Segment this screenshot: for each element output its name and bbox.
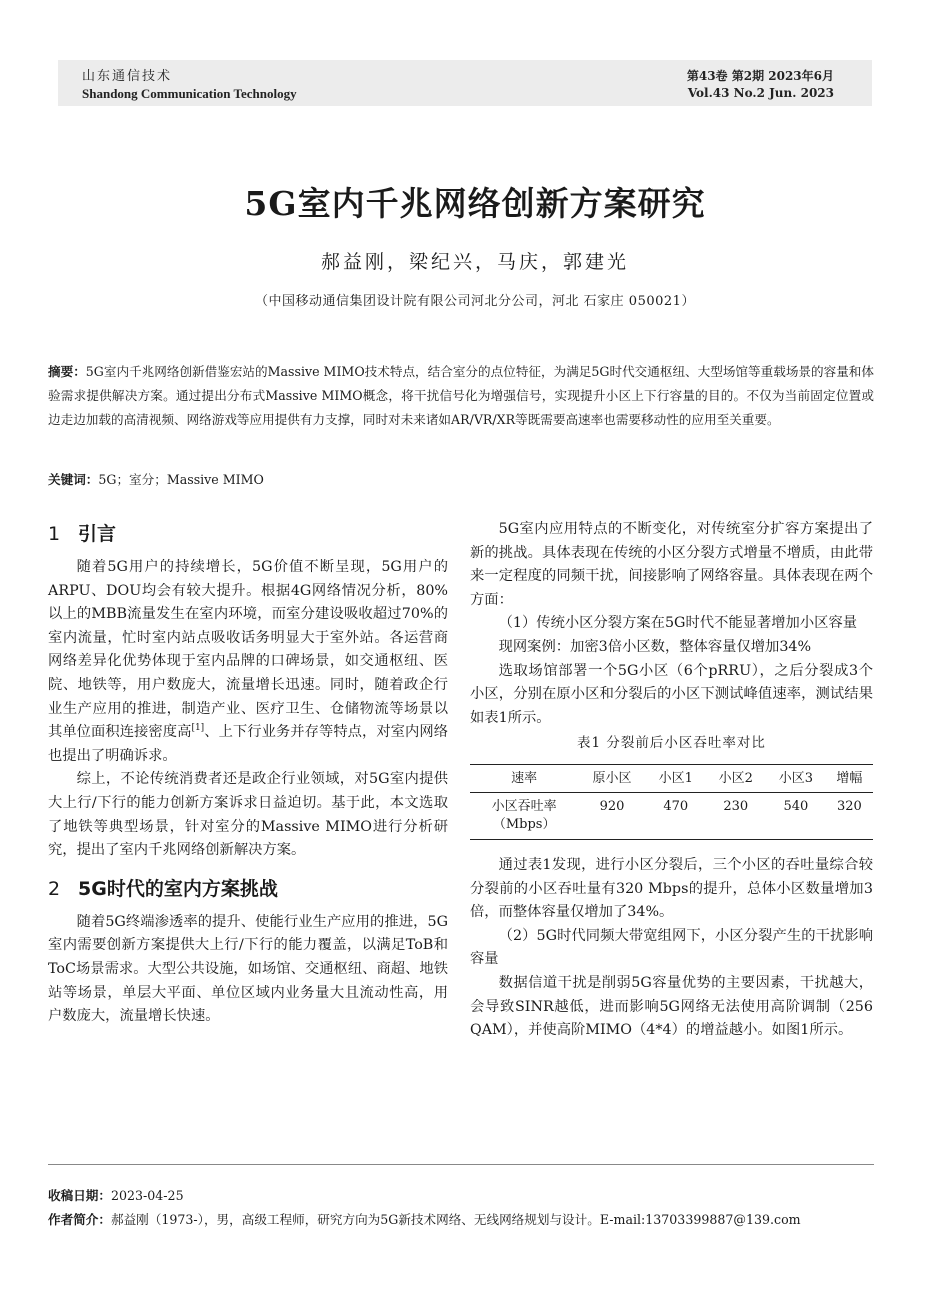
author-bio-label: 作者简介： <box>48 1212 111 1227</box>
table-row-label <box>470 792 578 839</box>
journal-name-en: Shandong Communication Technology <box>82 86 297 101</box>
issue-info-en: Vol.43 No.2 Jun. 2023 <box>687 86 834 100</box>
table-header-row <box>470 764 873 792</box>
section-1-heading <box>48 518 448 550</box>
abstract <box>48 360 874 432</box>
issue-info <box>687 68 834 102</box>
paper-title: 5G室内千兆网络创新方案研究 <box>244 184 706 223</box>
table-1 <box>470 764 873 840</box>
row-label-line-2: （Mbps） <box>492 816 556 832</box>
section-1-p1-end: 、上下行业务并存等特点，对室内网络也提出了明确诉求。 <box>48 724 449 764</box>
right-column <box>470 518 873 1043</box>
right-paragraph-1: 5G室内应用特点的不断变化，对传统室分扩容方案提出了新的挑战。具体表现在传统的小区分裂方式增量不增质，由此带来一定程度的同频干扰，间接影响了网络容量。具体表现在两个方面： <box>470 521 873 608</box>
keywords <box>48 470 874 490</box>
journal-name <box>82 68 297 102</box>
section-1-paragraph-1 <box>48 556 448 768</box>
right-paragraph-4: 选取场馆部署一个5G小区（6个pRRU），之后分裂成3个小区，分别在原小区和分裂后的小区下测试峰值速率，测试结果如表1所示。 <box>470 662 873 726</box>
section-1-title: 引言 <box>78 523 117 545</box>
table-cell: 470 <box>646 792 706 839</box>
footnote-divider <box>48 1164 874 1165</box>
left-column <box>48 518 448 1029</box>
section-2-number: 2 <box>48 877 61 900</box>
table-header-cell: 小区1 <box>646 764 706 792</box>
received-value: 2023-04-25 <box>110 1188 184 1203</box>
section-1-paragraph-2: 综上，不论传统消费者还是政企行业领域，对5G室内提供大上行/下行的能力创新方案诉求日益迫切。基于此，本文选取了地铁等典型场景，针对室分的Massive MIMO进行分析研究，提出了室内千兆网络创新解决方案。 <box>48 771 448 859</box>
journal-name-cn: 山东通信技术 <box>82 69 173 84</box>
right-paragraph-6: （2）5G时代同频大带宽组网下，小区分裂产生的干扰影响容量 <box>470 927 873 968</box>
row-label-line-1: 小区吞吐率 <box>491 798 557 814</box>
table-header-cell: 小区3 <box>766 764 826 792</box>
affiliation: （中国移动通信集团设计院有限公司河北分公司，河北 石家庄 050021） <box>255 294 695 309</box>
citation-ref: [1] <box>191 723 205 734</box>
section-2-heading <box>48 873 448 905</box>
author-list: 郝益刚，梁纪兴，马庆，郭建光 <box>320 251 629 273</box>
received-date <box>48 1186 888 1206</box>
table-header-cell: 小区2 <box>706 764 766 792</box>
table-1-caption: 表1 分裂前后小区吞吐率对比 <box>577 735 766 752</box>
abstract-label: 摘要： <box>48 364 86 379</box>
table-cell: 540 <box>766 792 826 839</box>
section-2-title: 5G时代的室内方案挑战 <box>78 877 278 900</box>
received-label: 收稿日期： <box>48 1188 111 1203</box>
issue-info-cn: 第43卷 第2期 2023年6月 <box>686 69 834 83</box>
table-cell: 920 <box>578 792 645 839</box>
section-1-number: 1 <box>48 523 61 545</box>
table-header-cell: 速率 <box>470 764 578 792</box>
keywords-text: 5G；室分；Massive MIMO <box>98 472 264 487</box>
table-row <box>470 792 873 839</box>
right-paragraph-3: 现网案例：加密3倍小区数，整体容量仅增加34% <box>498 638 812 655</box>
throughput-table <box>470 764 873 840</box>
abstract-text: 5G室内千兆网络创新借鉴宏站的Massive MIMO技术特点，结合室分的点位特征，为满足5G时代交通枢纽、大型场馆等重载场景的容量和体验需求提供解决方案。通过提出分布式Massive MIMO概念，将干扰信号化为增强信号，实现提升小区上下行容量的目的。不仅为当前固定位置或边走边加载的高清视频、网络游戏等应用提供有力支撑，同时对未来诸如AR/VR/XR等既需要高速率也需要移动性的应用至关重要。 <box>48 364 874 427</box>
right-paragraph-2: （1）传统小区分裂方案在5G时代不能显著增加小区容量 <box>498 615 858 632</box>
journal-header <box>58 60 872 106</box>
table-header-cell: 原小区 <box>578 764 645 792</box>
table-cell: 320 <box>826 792 873 839</box>
right-paragraph-5: 通过表1发现，进行小区分裂后，三个小区的吞吐量综合较分裂前的小区吞吐量有320 Mbps的提升，总体小区数量增加3倍，而整体容量仅增加了34%。 <box>470 856 873 921</box>
author-bio-value: 郝益刚（1973-），男，高级工程师，研究方向为5G新技术网络、无线网络规划与设计。E-mail:13703399887@139.com <box>110 1212 801 1227</box>
keywords-label: 关键词： <box>48 472 99 487</box>
right-paragraph-7: 数据信道干扰是削弱5G容量优势的主要因素，干扰越大，会导致SINR越低，进而影响5G网络无法使用高阶调制（256 QAM），并使高阶MIMO（4*4）的增益越小。如图1所示。 <box>470 974 873 1039</box>
table-cell: 230 <box>706 792 766 839</box>
author-bio <box>48 1210 888 1230</box>
section-1-p1-text: 随着5G用户的持续增长，5G价值不断呈现，5G用户的ARPU、DOU均会有较大提升。根据4G网络情况分析，80%以上的MBB流量发生在室内环境，而室分建设吸收超过70%的室内流量，忙时室内站点吸收话务明显大于室外站。各运营商网络差异化优势体现于室内品牌的口碑场景，如交通枢纽、医院、地铁等，用户数庞大，流量增长迅速。同时，随着政企行业生产应用的推进，制造产业、医疗卫生、仓储物流等场景以其单位面积连接密度高 <box>48 559 448 741</box>
table-header-cell: 增幅 <box>826 764 873 792</box>
section-2-paragraph-1: 随着5G终端渗透率的提升、使能行业生产应用的推进，5G室内需要创新方案提供大上行/下行的能力覆盖，以满足ToB和ToC场景需求。大型公共设施，如场馆、交通枢纽、商超、地铁站等场景，单层大平面、单位区域内业务量大且流动性高，用户数庞大，流量增长快速。 <box>48 913 448 1025</box>
